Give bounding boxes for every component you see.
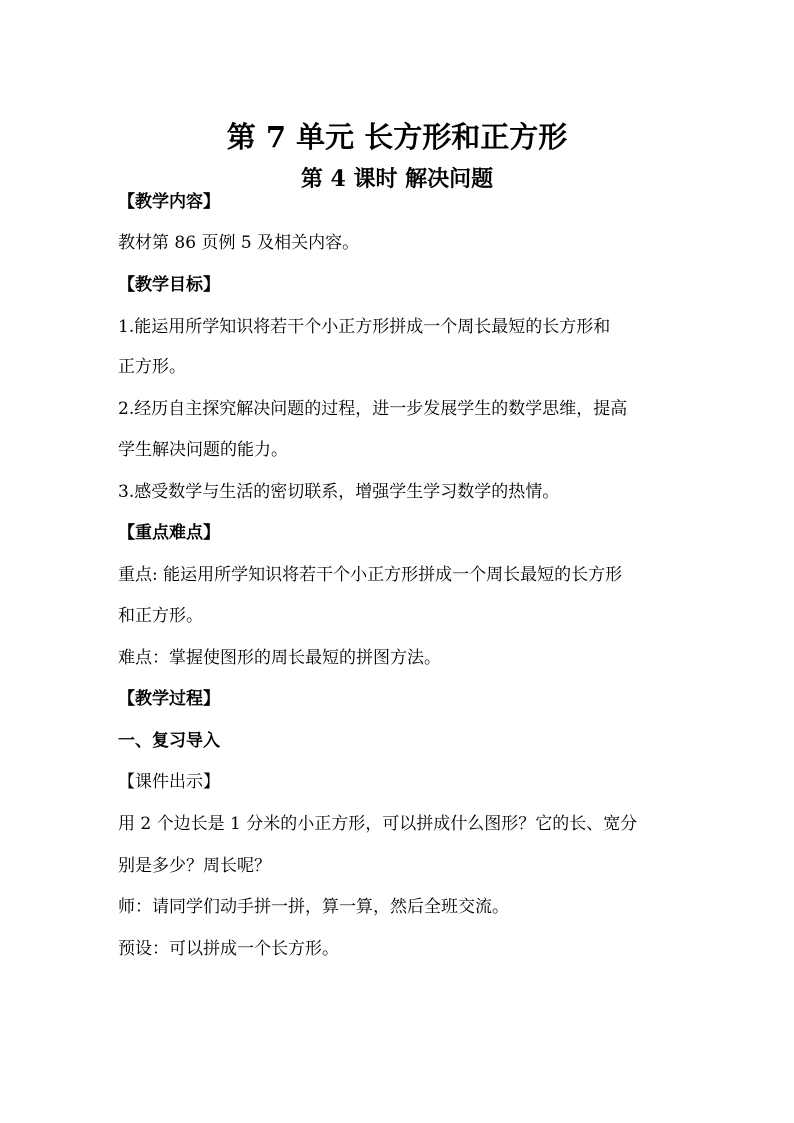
key-difficulty-heading: 【重点难点】 (118, 523, 220, 543)
teaching-process-heading: 【教学过程】 (118, 689, 220, 709)
difficulty-point: 难点：掌握使图形的周长最短的拼图方法。 (118, 648, 441, 668)
goal-2-line-1: 2.经历自主探究解决问题的过程，进一步发展学生的数学思维，提高 (118, 399, 628, 419)
teaching-content-text: 教材第 86 页例 5 及相关内容。 (118, 233, 360, 253)
question-line-1: 用 2 个边长是 1 分米的小正方形，可以拼成什么图形？它的长、宽分 (118, 814, 638, 834)
courseware-heading: 【课件出示】 (118, 772, 220, 792)
goal-2-line-2: 学生解决问题的能力。 (118, 440, 288, 460)
lesson-title: 第 4 课时 解决问题 (300, 166, 494, 193)
key-point-line-1: 重点: 能运用所学知识将若干个小正方形拼成一个周长最短的长方形 (118, 565, 623, 585)
goal-1-line-1: 1.能运用所学知识将若干个小正方形拼成一个周长最短的长方形和 (118, 317, 611, 337)
preset-answer: 预设：可以拼成一个长方形。 (118, 939, 339, 959)
teaching-goals-heading: 【教学目标】 (118, 275, 220, 295)
teacher-instruction: 师：请同学们动手拼一拼，算一算，然后全班交流。 (118, 897, 509, 917)
key-point-line-2: 和正方形。 (118, 606, 203, 626)
teaching-content-heading: 【教学内容】 (118, 192, 220, 212)
question-line-2: 别是多少？周长呢？ (118, 856, 271, 876)
unit-title: 第 7 单元 长方形和正方形 (226, 120, 568, 155)
review-introduction-heading: 一、复习导入 (118, 731, 220, 751)
goal-1-line-2: 正方形。 (118, 357, 186, 377)
goal-3: 3.感受数学与生活的密切联系，增强学生学习数学的热情。 (118, 482, 560, 502)
